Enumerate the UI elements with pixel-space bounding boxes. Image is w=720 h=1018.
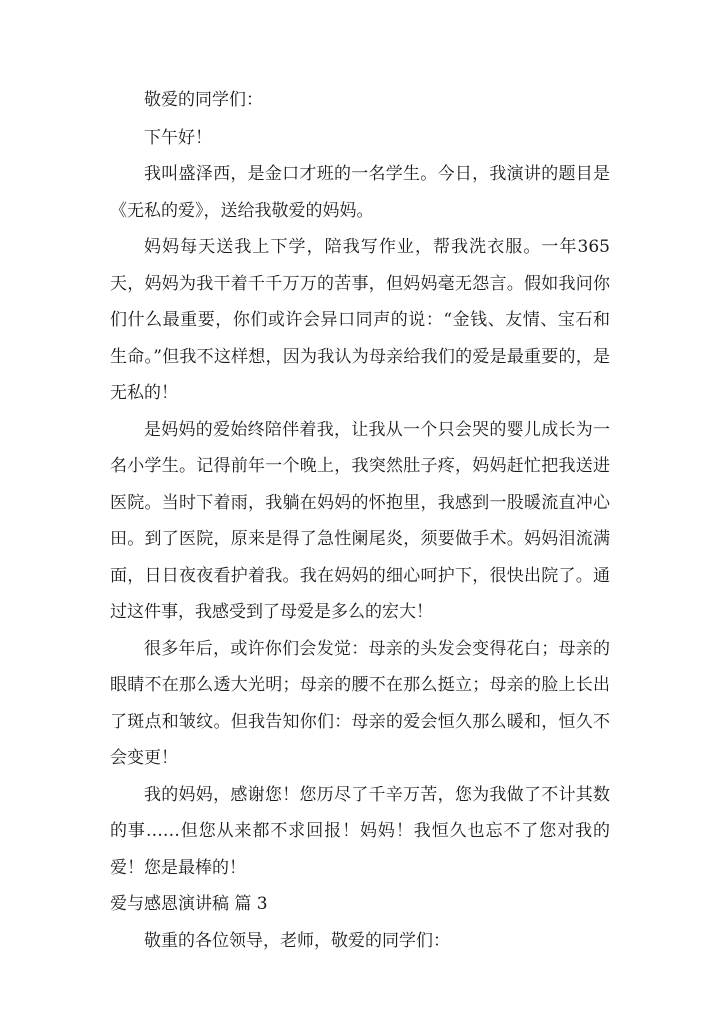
- paragraph-future: 很多年后，或许你们会发觉：母亲的头发会变得花白；母亲的眼睛不在那么透大光明；母亲的腰不在那么挺立；母亲的脸上长出了斑点和皱纹。但我告知你们：母亲的爱会恒久那么暖和，恒久不会变更！: [110, 638, 610, 768]
- greeting: 敬爱的同学们：: [144, 90, 263, 110]
- good-afternoon: 下午好！: [144, 127, 212, 148]
- section-title: 爱与感恩演讲稿 篇 3: [110, 894, 268, 914]
- paragraph-hospital-story: 是妈妈的爱始终陪伴着我，让我从一个只会哭的婴儿成长为一名小学生。记得前年一个晚上，我突然肚子疼，妈妈赶忙把我送进医院。当时下着雨，我躺在妈妈的怀抱里，我感到一股暖流直冲心田。到了医院，原来是得了急性阑尾炎，须要做手术。妈妈泪流满面，日日夜夜看护着我。我在妈妈的细心呵护下，很快出院了。通过这件事，我感受到了母爱是多么的宏大！: [110, 419, 610, 622]
- section-greeting: 敬重的各位领导，老师，敬爱的同学们：: [144, 930, 450, 951]
- paragraph-intro: 我叫盛泽西，是金口才班的一名学生。今日，我演讲的题目是《无私的爱》，送给我敬爱的妈妈。: [110, 164, 610, 221]
- paragraph-thanks: 我的妈妈，感谢您！您历尽了千辛万苦，您为我做了不计其数的事……但您从来都不求回报！妈妈！我恒久也忘不了您对我的爱！您是最棒的！: [110, 784, 610, 878]
- document-body: [110, 82, 610, 959]
- paragraph-daily-care: 妈妈每天送我上下学，陪我写作业，帮我洗衣服。一年365天，妈妈为我干着千千万万的苦事，但妈妈毫无怨言。假如我问你们什么最重要，你们或许会异口同声的说：“金钱、友情、宝石和生命。”但我不这样想，因为我认为母亲给我们的爱是最重要的，是无私的！: [110, 237, 610, 403]
